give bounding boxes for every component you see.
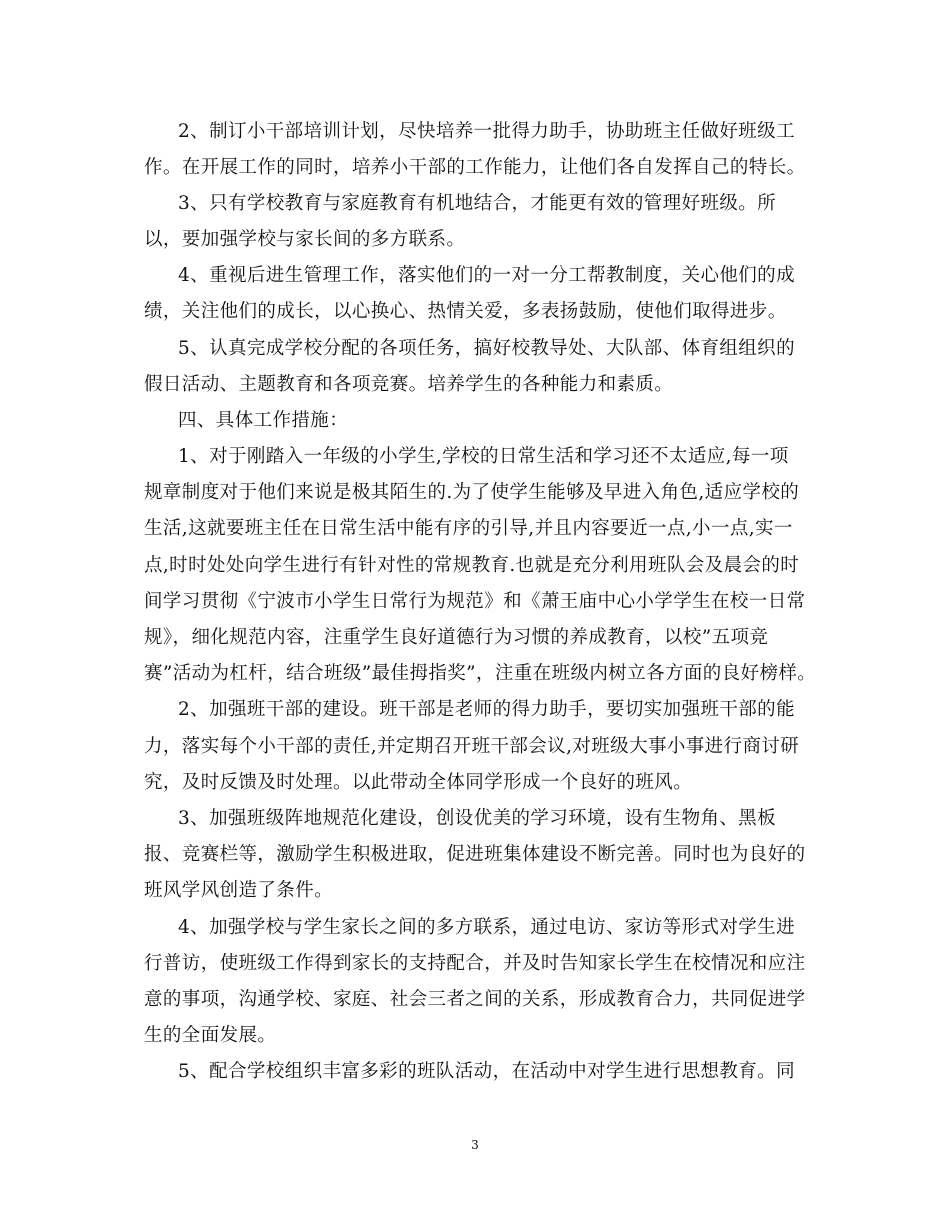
- text-line: 行普访，使班级工作得到家长的支持配合，并及时告知家长学生在校情况和应注: [144, 953, 806, 974]
- text-line: 报、竞赛栏等，激励学生积极进取，促进班集体建设不断完善。同时也为良好的: [144, 844, 806, 865]
- text-line: 5、认真完成学校分配的各项任务，搞好校教导处、大队部、体育组组织的: [178, 338, 795, 359]
- text-line: 力，落实每个小干部的责任,并定期召开班干部会议,对班级大事小事进行商讨研: [144, 736, 800, 757]
- text-line: 规》，细化规范内容，注重学生良好道德行为习惯的养成教育，以校”五项竞: [144, 627, 769, 648]
- text-line: 1、对于刚踏入一年级的小学生,学校的日常生活和学习还不太适应,每一项: [178, 446, 789, 467]
- text-line: 2、制订小干部培训计划，尽快培养一批得力助手，协助班主任做好班级工: [178, 121, 795, 142]
- text-line: 赛”活动为杠杆，结合班级”最佳拇指奖”，注重在班级内树立各方面的良好榜样。: [144, 663, 817, 684]
- section-heading: 四、具体工作措施：: [178, 410, 349, 431]
- text-line: 5、配合学校组织丰富多彩的班队活动，在活动中对学生进行思想教育。同: [178, 1061, 795, 1082]
- page-number: 3: [471, 1138, 479, 1152]
- text-line: 绩，关注他们的成长，以心换心、热情关爱，多表扬鼓励，使他们取得进步。: [144, 301, 787, 322]
- text-line: 3、只有学校教育与家庭教育有机地结合，才能更有效的管理好班级。所: [178, 193, 777, 214]
- text-line: 生的全面发展。: [144, 1025, 277, 1046]
- text-line: 4、重视后进生管理工作，落实他们的一对一分工帮教制度，关心他们的成: [178, 265, 795, 286]
- text-line: 以，要加强学校与家长间的多方联系。: [144, 229, 466, 250]
- text-line: 生活,这就要班主任在日常生活中能有序的引导,并且内容要近一点,小一点,实一: [144, 518, 793, 539]
- text-line: 点,时时处处向学生进行有针对性的常规教育.也就是充分利用班队会及晨会的时: [144, 555, 800, 576]
- text-line: 作。在开展工作的同时，培养小干部的工作能力，让他们各自发挥自己的特长。: [144, 157, 806, 178]
- text-line: 间学习贯彻《宁波市小学生日常行为规范》和《萧王庙中心小学学生在校一日常: [144, 591, 806, 612]
- text-line: 4、加强学校与学生家长之间的多方联系，通过电访、家访等形式对学生进: [178, 917, 795, 938]
- text-line: 3、加强班级阵地规范化建设，创设优美的学习环境，设有生物角、黑板: [178, 808, 777, 829]
- text-line: 班风学风创造了条件。: [144, 880, 334, 901]
- text-line: 究，及时反馈及时处理。以此带动全体同学形成一个良好的班风。: [144, 772, 693, 793]
- text-line: 规章制度对于他们来说是极其陌生的.为了使学生能够及早进入角色,适应学校的: [144, 482, 800, 503]
- text-line: 假日活动、主题教育和各项竞赛。培养学生的各种能力和素质。: [144, 374, 674, 395]
- text-line: 意的事项，沟通学校、家庭、社会三者之间的关系，形成教育合力，共同促进学: [144, 989, 806, 1010]
- text-line: 2、加强班干部的建设。班干部是老师的得力助手，要切实加强班干部的能: [178, 699, 795, 720]
